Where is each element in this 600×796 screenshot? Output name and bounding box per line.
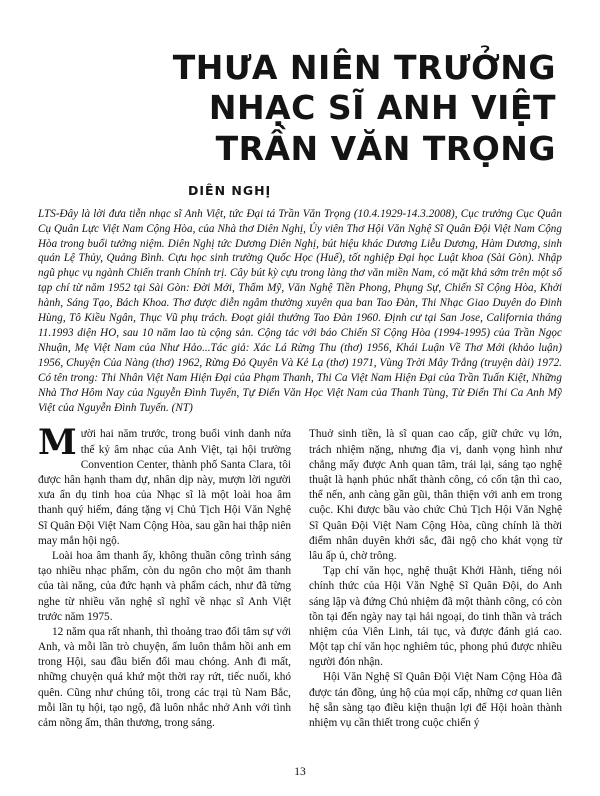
paragraph-text: ười hai năm trước, trong buổi vinh danh nửa thế kỷ âm nhạc của Anh Việt, tại hội trường Convention Center, thành phố Santa Clara, tôi được hân hạnh tham dự, nhân dịp này, mượn lời người xưa ẩn dụ tinh hoa của Nhạc sĩ là một loài hoa âm thanh quý hiếm, đáng tặng vị Chủ Tịch Hội Văn Nghệ Sĩ Quân Đội Việt Nam Cộng Hòa, sau gần hai thập niên may mắn hội ngộ. [38,428,291,547]
article-body [38,422,562,757]
title-line-1: THƯA NIÊN TRƯỞNG [172,48,556,87]
title-line-2: NHẠC SĨ ANH VIỆT [208,88,556,128]
editor-note-text: LTS-Đây là lời đưa tiễn nhạc sĩ Anh Việt, tức Đại tá Trần Văn Trọng (10.4.1929-14.3.2008), Cục trưởng Cục Quân Cụ Quân Lực Việt Nam Cộng Hòa, của Nhà thơ Diên Nghị, Ủy viên Thơ Hội Văn Nghệ Sĩ Quân Đội Việt Nam Cộng Hòa trong buổi tưởng niệm. Diên Nghị tức Dương Diên Nghị, bút hiệu khác Dương Liễu Dương, Hàm Dương, sinh quán Lệ Thủy, Quảng Bình. Cựu học sinh trường Quốc Học (Huế), tốt nghiệp Đại học Luật khoa (Sài Gòn). Nhập ngũ phục vụ ngành Chiến tranh Chính trị. Cây bút kỳ cựu trong làng thơ văn miền Nam, có mặt khá sớm trên một số tạp chí từ năm 1952 tại Sài Gòn: Đời Mới, Thẩm Mỹ, Văn Nghệ Tiền Phong, Phụng Sự, Chiến Sĩ Cộng Hòa, Khởi hành, Sáng Tạo, Bách Khoa. Thơ được diễn ngâm thường xuyên qua ban Tao Đàn, Thi Nhạc Giao Duyên do Đinh Hùng, Tô Kiều Ngân, Thục Vũ phụ trách. Đoạt giải thưởng Tao Đàn 1960. Định cư tại San Jose, California tháng 11.1993 diện HO, sau 10 năm lao tù cộng sản. Cộng tác với báo Chiến Sĩ Cộng Hòa (1994-1995) của Trần Ngọc Nhuận, Mẹ Việt Nam của Như Hảo...Tác giả: Xác Lá Rừng Thu (thơ) 1956, Khái Luận Về Thơ Mới (khảo luận) 1956, Chuyện Của Nàng (thơ) 1962, Rừng Đỏ Quyên Và Kẻ Lạ (thơ) 1971, Vùng Trời Mây Trắng (truyện dài) 1972. Có tên trong: Thi Nhân Việt Nam Hiện Đại của Phạm Thanh, Thi Ca Việt Nam Hiện Đại của Trần Tuấn Kiệt, Những Nhà Thơ Hôm Nay của Nguyễn Đình Tuyến, Tự Điển Văn Học Việt Nam của Thanh Tùng, Từ Điển Thi Ca Anh Mỹ Việt của Nguyễn Đình Tuyến. (NT) [38,207,562,414]
paragraph [38,422,291,549]
author-byline: DIÊN NGHỊ [188,182,272,198]
paragraph: Tạp chí văn học, nghệ thuật Khởi Hành, tiếng nói chính thức của Hội Văn Nghệ Sĩ Quân Đội, do Anh sáng lập và đứng Chủ nhiệm đã một thành công, có còn tồn tại đến ngày nay tại hải ngoại, do tinh thần và trách nhiệm của Viên Linh, tái tục, và được đánh giá cao. Một tạp chí văn học nghiêm túc, phong phú được nhiều người đón nhận. [309,565,562,669]
editor-note [38,207,562,416]
paragraph: Loài hoa âm thanh ấy, không thuần công trình sáng tạo nhiều nhạc phẩm, còn du ngôn cho một âm thanh của tài năng, của đức hạnh và phẩm cách, như đã từng nghe từ nhiều văn nghệ sĩ nghĩ về nhạc sĩ Anh Việt trước năm 1975. [38,549,291,623]
article-column-left [38,422,291,757]
paragraph: 12 năm qua rất nhanh, thì thoảng trao đổi tâm sự với Anh, và mỗi lần trò chuyện, ấm luôn thắm hồi anh em trong Hội, sau đầu biến đổi mau chóng. Anh đi mất, những chuyện quá khứ một thời ray rứt, tiếc nuối, khó quên. Cũng như chúng tôi, trong các trại tù Nam Bắc, mỗi lần tụ hội, tạo ngộ, đã luôn nhắc nhở Anh với tình cảm nồng ấm, thân thương, trong sáng. [38,625,291,729]
article-column-right [309,427,562,757]
paragraph: Thuở sinh tiền, là sĩ quan cao cấp, giữ chức vụ lớn, trách nhiệm nặng, nhưng địa vị, danh vọng hình như chẳng mấy được Anh quan tâm, trái lại, sáng tạo nghệ thuật là hạnh phúc nhất thành công, có cốn tận thì cao, thể nến, anh càng gần gũi, thân thiện với anh em trong cuộc. Khi được bầu vào chức Chủ Tịch Hội Văn Nghệ Sĩ Quân Đội Việt Nam Cộng Hòa, cũng chính là thời điểm nhân duyên khởi sắc, đãi ngộ cho khát vọng từ lâu ấp ủ, chờ trông. [309,428,562,562]
drop-cap: M [38,422,77,464]
paragraph: Hội Văn Nghệ Sĩ Quân Đội Việt Nam Cộng Hòa đã được tán đồng, ủng hộ của mọi cấp, những cơ quan liên hệ sẵn sàng tạo điều kiện thuận lợi để Hội hoàn thành nhiệm vụ cần thiết trong cuộc chiến ý [309,671,562,729]
page-title [38,48,556,169]
title-line-3: TRẦN VĂN TRỌNG [215,128,556,168]
page-number: 13 [294,766,306,778]
